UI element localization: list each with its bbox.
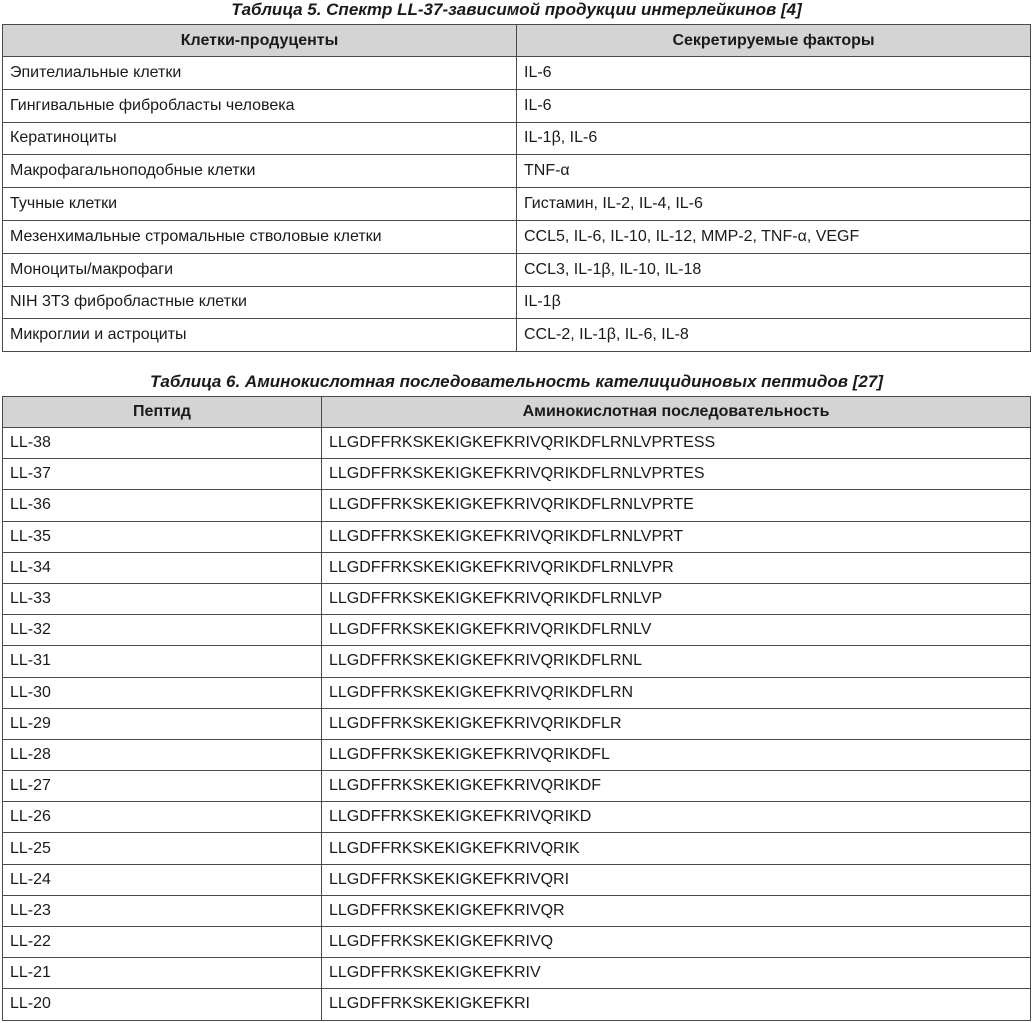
producer-cell-type: Тучные клетки [3, 188, 517, 221]
amino-acid-sequence: LLGDFFRKSKEKIGKEFKRIVQRIKDFLRNLV [322, 615, 1031, 646]
peptide-name: LL-23 [3, 895, 322, 926]
amino-acid-sequence: LLGDFFRKSKEKIGKEFKRIVQRIK [322, 833, 1031, 864]
table-header-row [3, 25, 1031, 57]
peptide-name: LL-36 [3, 490, 322, 521]
secreted-factors: CCL3, IL-1β, IL-10, IL-18 [517, 253, 1031, 286]
table-5-caption: Таблица 5. Спектр LL-37-зависимой продукции интерлейкинов [4] [231, 0, 802, 19]
secreted-factors: IL-6 [517, 89, 1031, 122]
producer-cell-type: Макрофагальноподобные клетки [3, 155, 517, 188]
table-row [3, 833, 1031, 864]
producer-cell-type: NIH 3T3 фибробластные клетки [3, 286, 517, 319]
peptide-name: LL-30 [3, 677, 322, 708]
peptide-name: LL-28 [3, 739, 322, 770]
table-header-row [3, 397, 1031, 428]
table-row [3, 552, 1031, 583]
table-row [3, 615, 1031, 646]
table-row [3, 428, 1031, 459]
table-row [3, 583, 1031, 614]
peptide-name: LL-20 [3, 989, 322, 1020]
column-header-secreted-factors: Секретируемые факторы [517, 25, 1031, 57]
amino-acid-sequence: LLGDFFRKSKEKIGKEFKRIVQRIKDFLRNL [322, 646, 1031, 677]
table-row [3, 122, 1031, 155]
column-header-producer-cells: Клетки-продуценты [3, 25, 517, 57]
producer-cell-type: Моноциты/макрофаги [3, 253, 517, 286]
amino-acid-sequence: LLGDFFRKSKEKIGKEFKRIVQRI [322, 864, 1031, 895]
table-row [3, 771, 1031, 802]
producer-cell-type: Гингивальные фибробласты человека [3, 89, 517, 122]
table-row [3, 319, 1031, 352]
peptide-name: LL-21 [3, 958, 322, 989]
producer-cell-type: Эпителиальные клетки [3, 57, 517, 90]
amino-acid-sequence: LLGDFFRKSKEKIGKEFKRIV [322, 958, 1031, 989]
table-row [3, 802, 1031, 833]
table-row [3, 57, 1031, 90]
producer-cell-type: Микроглии и астроциты [3, 319, 517, 352]
table-row [3, 459, 1031, 490]
table-row [3, 286, 1031, 319]
column-header-amino-acid-sequence: Аминокислотная последовательность [322, 397, 1031, 428]
table-row [3, 155, 1031, 188]
peptide-name: LL-24 [3, 864, 322, 895]
table-row [3, 989, 1031, 1020]
amino-acid-sequence: LLGDFFRKSKEKIGKEFKRIVQR [322, 895, 1031, 926]
amino-acid-sequence: LLGDFFRKSKEKIGKEFKRI [322, 989, 1031, 1020]
peptide-name: LL-32 [3, 615, 322, 646]
cytokine-production-table [2, 24, 1031, 352]
table-row [3, 708, 1031, 739]
table-6-caption: Таблица 6. Аминокислотная последовательность кателицидиновых пептидов [27] [150, 372, 883, 391]
peptide-name: LL-33 [3, 583, 322, 614]
table-row [3, 89, 1031, 122]
table-row [3, 188, 1031, 221]
secreted-factors: CCL-2, IL-1β, IL-6, IL-8 [517, 319, 1031, 352]
amino-acid-sequence: LLGDFFRKSKEKIGKEFKRIVQRIKDF [322, 771, 1031, 802]
amino-acid-sequence: LLGDFFRKSKEKIGKEFKRIVQRIKD [322, 802, 1031, 833]
table-row [3, 253, 1031, 286]
column-header-peptide: Пептид [3, 397, 322, 428]
amino-acid-sequence: LLGDFFRKSKEKIGKEFKRIVQRIKDFLRNLVPR [322, 552, 1031, 583]
producer-cell-type: Мезенхимальные стромальные стволовые клетки [3, 220, 517, 253]
amino-acid-sequence: LLGDFFRKSKEKIGKEFKRIVQRIKDFLRNLVPRTESS [322, 428, 1031, 459]
peptide-sequence-table [2, 396, 1031, 1021]
table-row [3, 646, 1031, 677]
producer-cell-type: Кератиноциты [3, 122, 517, 155]
peptide-name: LL-38 [3, 428, 322, 459]
peptide-name: LL-27 [3, 771, 322, 802]
table-row [3, 521, 1031, 552]
peptide-name: LL-22 [3, 927, 322, 958]
table-row [3, 490, 1031, 521]
table-row [3, 927, 1031, 958]
secreted-factors: IL-1β, IL-6 [517, 122, 1031, 155]
peptide-name: LL-34 [3, 552, 322, 583]
amino-acid-sequence: LLGDFFRKSKEKIGKEFKRIVQ [322, 927, 1031, 958]
table-row [3, 739, 1031, 770]
secreted-factors: IL-1β [517, 286, 1031, 319]
table-row [3, 958, 1031, 989]
secreted-factors: CCL5, IL-6, IL-10, IL-12, MMP-2, TNF-α, VEGF [517, 220, 1031, 253]
peptide-name: LL-25 [3, 833, 322, 864]
peptide-name: LL-31 [3, 646, 322, 677]
amino-acid-sequence: LLGDFFRKSKEKIGKEFKRIVQRIKDFLRNLVPRT [322, 521, 1031, 552]
secreted-factors: TNF-α [517, 155, 1031, 188]
table-row [3, 220, 1031, 253]
amino-acid-sequence: LLGDFFRKSKEKIGKEFKRIVQRIKDFL [322, 739, 1031, 770]
table-row [3, 895, 1031, 926]
peptide-name: LL-26 [3, 802, 322, 833]
amino-acid-sequence: LLGDFFRKSKEKIGKEFKRIVQRIKDFLRNLVP [322, 583, 1031, 614]
peptide-name: LL-37 [3, 459, 322, 490]
table-row [3, 864, 1031, 895]
amino-acid-sequence: LLGDFFRKSKEKIGKEFKRIVQRIKDFLRNLVPRTE [322, 490, 1031, 521]
amino-acid-sequence: LLGDFFRKSKEKIGKEFKRIVQRIKDFLRN [322, 677, 1031, 708]
secreted-factors: Гистамин, IL-2, IL-4, IL-6 [517, 188, 1031, 221]
peptide-name: LL-29 [3, 708, 322, 739]
secreted-factors: IL-6 [517, 57, 1031, 90]
table-row [3, 677, 1031, 708]
amino-acid-sequence: LLGDFFRKSKEKIGKEFKRIVQRIKDFLR [322, 708, 1031, 739]
peptide-name: LL-35 [3, 521, 322, 552]
amino-acid-sequence: LLGDFFRKSKEKIGKEFKRIVQRIKDFLRNLVPRTES [322, 459, 1031, 490]
